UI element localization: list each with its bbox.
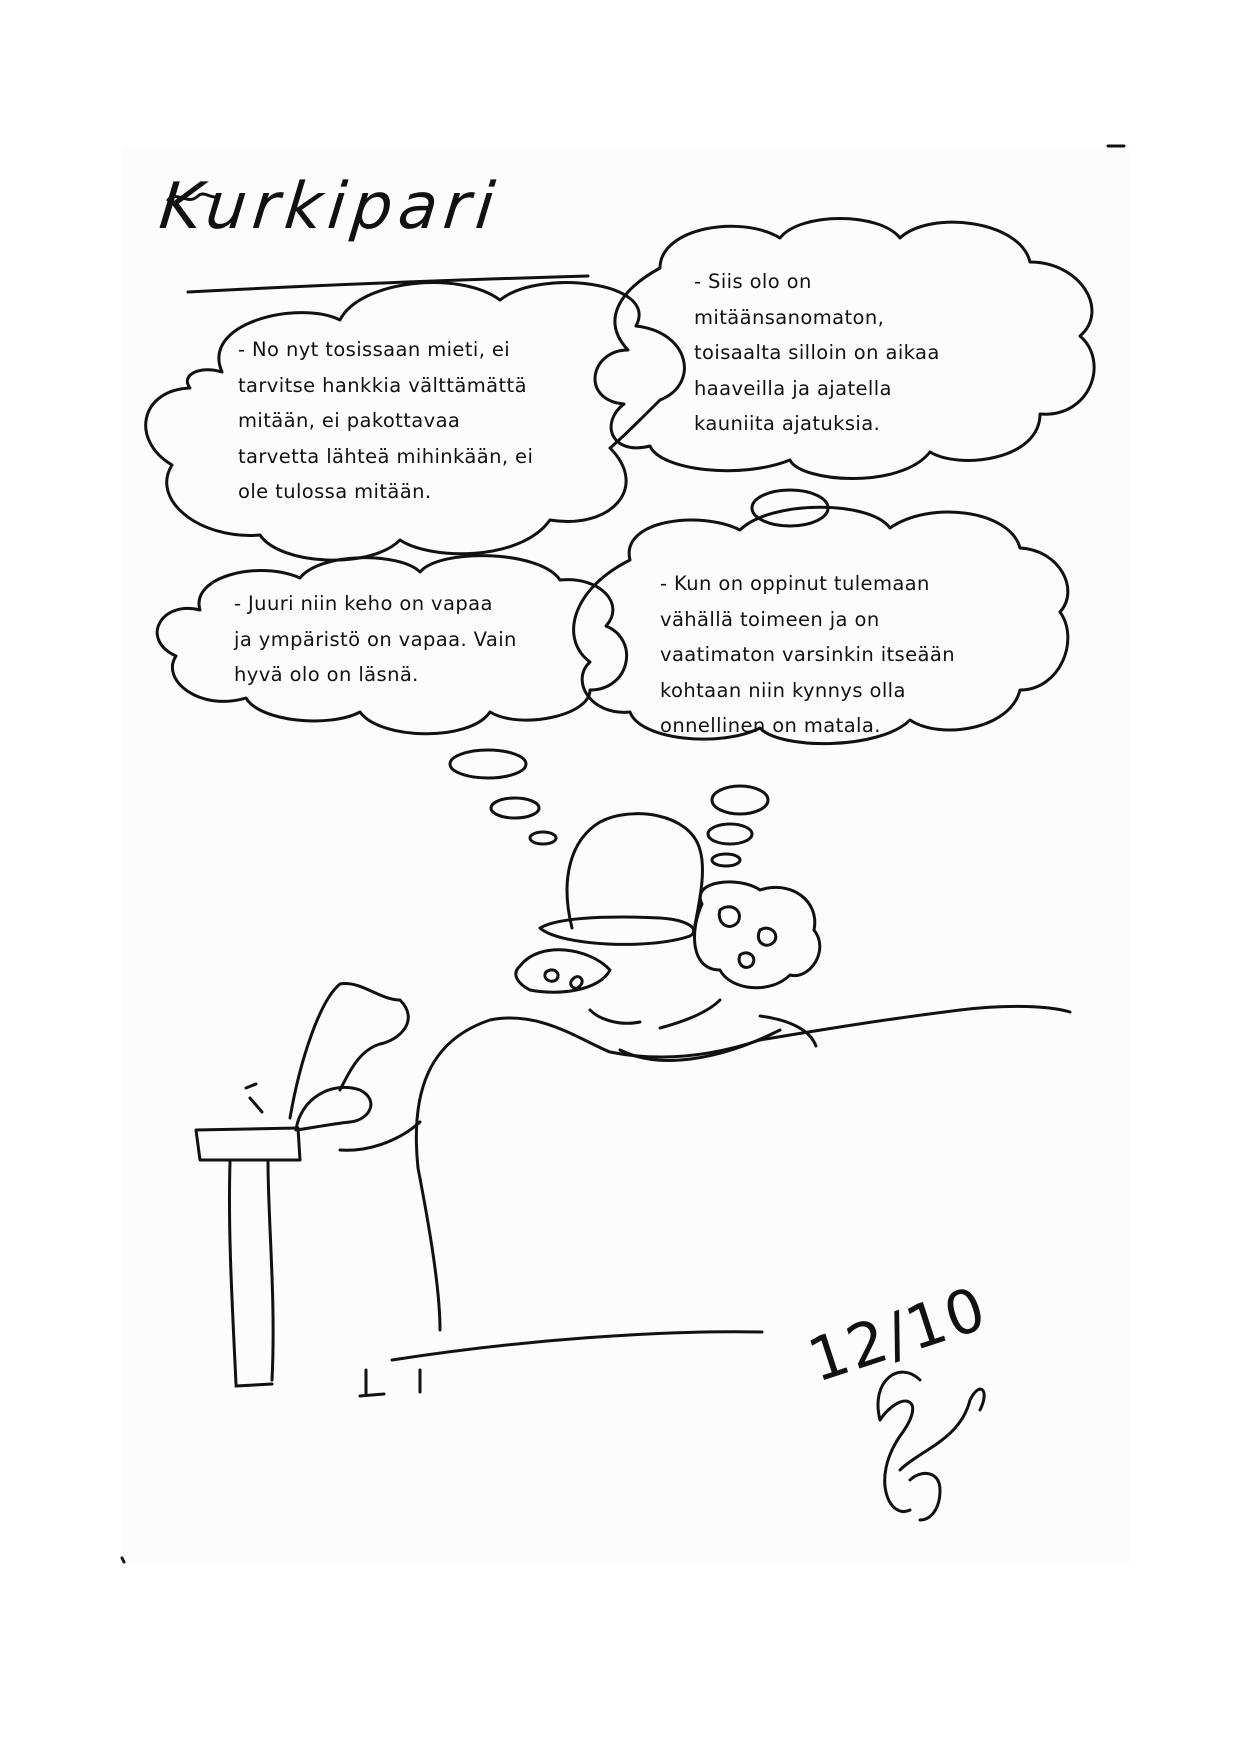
bubble-line: hyvä olo on läsnä. [234,663,419,686]
bubble-line: haaveilla ja ajatella [694,376,892,400]
thought-dot-2 [491,798,539,818]
bubble-line: onnellinen on matala. [660,714,881,737]
bubble-line: - Siis olo on [694,270,812,293]
bubble-line: mitäänsanomaton, [694,305,885,329]
bubble-line: - Juuri niin keho on vapaa [234,592,493,615]
bubble-line: mitään, ei pakottavaa [238,409,461,432]
bed-bottom-edge [392,1332,762,1360]
thought-dot-1 [450,750,526,778]
page-title: Kurkipari [156,170,504,244]
bubble-line: kauniita ajatuksia. [694,412,881,435]
thought-dot-5 [708,824,752,844]
character-left-head [516,950,610,992]
bubble-line: - No nyt tosissaan mieti, ei [238,338,511,361]
bubble-line: kohtaan niin kynnys olla [660,678,906,702]
bed-leg [360,1370,420,1396]
thought-dot-6 [712,854,740,866]
bubble-text-top-right [694,264,940,442]
bubble-line: vaatimaton varsinkin itseään [660,643,955,666]
bubble-text-bottom-right [660,566,955,744]
scan-mark-bottom-left [122,1558,124,1562]
headboard [196,1122,420,1386]
characters-faces [590,1000,816,1060]
date-mark: 12/10 [800,1273,996,1397]
bubble-line: vähällä toimeen ja on [660,607,880,631]
bubble-text-top-left [238,332,533,510]
bubble-line: tarvitse hankkia välttämättä [238,373,527,397]
bubble-line: ja ympäristö on vapaa. Vain [234,627,517,651]
pillow [246,983,408,1130]
thought-dot-3 [530,832,556,844]
bubble-text-bottom-left [234,586,517,693]
top-hat [540,814,702,945]
thought-dot-4 [712,786,768,814]
bubble-line: toisaalta silloin on aikaa [694,341,940,364]
bubble-line: - Kun on oppinut tulemaan [660,572,930,595]
bubble-line: tarvetta lähteä mihinkään, ei [238,444,534,468]
character-right-head [695,882,820,988]
bubble-line: ole tulossa mitään. [238,480,432,503]
signature [878,1372,984,1520]
